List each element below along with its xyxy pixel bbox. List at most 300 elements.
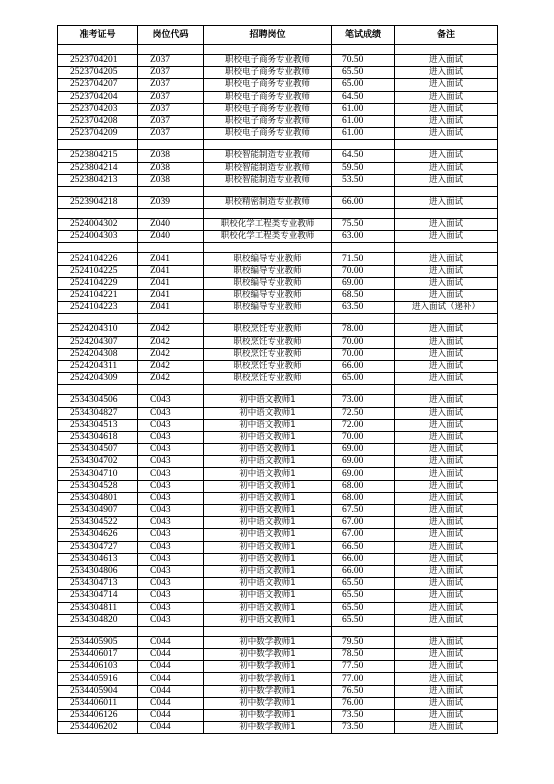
- score-cell: 61.00: [332, 128, 395, 140]
- position-cell: 初中数学教师1: [204, 661, 332, 673]
- remark-cell: 进入面试: [395, 103, 498, 115]
- empty-cell: [332, 314, 395, 324]
- score-cell: 68.50: [332, 290, 395, 302]
- empty-cell: [332, 209, 395, 219]
- exam-number-cell: 2523704207: [58, 79, 138, 91]
- table-row: [58, 590, 498, 602]
- exam-number-cell: 2534304507: [58, 444, 138, 456]
- position-code-cell: C043: [138, 614, 204, 626]
- position-code-cell: C043: [138, 480, 204, 492]
- empty-cell: [138, 385, 204, 395]
- table-row: [58, 636, 498, 648]
- score-cell: 73.00: [332, 395, 395, 407]
- remark-cell: 进入面试: [395, 565, 498, 577]
- exam-number-cell: 2534405916: [58, 673, 138, 685]
- position-code-cell: C043: [138, 541, 204, 553]
- score-cell: 66.00: [332, 565, 395, 577]
- exam-number-cell: 2534304710: [58, 468, 138, 480]
- exam-number-cell: 2524204308: [58, 348, 138, 360]
- exam-number-cell: 2523704201: [58, 55, 138, 67]
- empty-cell: [332, 626, 395, 636]
- empty-cell: [204, 626, 332, 636]
- score-cell: 63.50: [332, 302, 395, 314]
- table-row: [58, 614, 498, 626]
- remark-cell: 进入面试: [395, 419, 498, 431]
- table-row: [58, 231, 498, 243]
- score-cell: 70.00: [332, 336, 395, 348]
- position-cell: 职校烹饪专业教师: [204, 336, 332, 348]
- exam-number-cell: 2534304626: [58, 529, 138, 541]
- position-cell: 职校智能制造专业教师: [204, 162, 332, 174]
- score-cell: 70.00: [332, 431, 395, 443]
- position-code-cell: Z041: [138, 253, 204, 265]
- exam-number-cell: 2534406103: [58, 661, 138, 673]
- position-cell: 职校编导专业教师: [204, 253, 332, 265]
- table-row: [58, 373, 498, 385]
- empty-cell: [138, 45, 204, 55]
- table-row: [58, 174, 498, 186]
- exam-number-cell: 2534304713: [58, 578, 138, 590]
- remark-cell: 进入面试: [395, 196, 498, 208]
- remark-cell: 进入面试: [395, 55, 498, 67]
- header-row: [58, 26, 498, 45]
- table-row: [58, 541, 498, 553]
- empty-cell: [204, 243, 332, 253]
- empty-cell: [204, 209, 332, 219]
- position-cell: 职校烹饪专业教师: [204, 373, 332, 385]
- table-row: [58, 196, 498, 208]
- remark-cell: 进入面试: [395, 174, 498, 186]
- table-row: [58, 661, 498, 673]
- score-cell: 65.50: [332, 602, 395, 614]
- remark-cell: 进入面试: [395, 444, 498, 456]
- remark-cell: 进入面试: [395, 348, 498, 360]
- position-code-cell: Z041: [138, 302, 204, 314]
- position-cell: 职校编导专业教师: [204, 265, 332, 277]
- position-code-cell: Z037: [138, 91, 204, 103]
- remark-cell: 进入面试: [395, 219, 498, 231]
- position-cell: 职校编导专业教师: [204, 302, 332, 314]
- position-code-cell: Z037: [138, 128, 204, 140]
- exam-number-cell: 2534304618: [58, 431, 138, 443]
- score-cell: 73.50: [332, 722, 395, 734]
- exam-number-cell: 2524204309: [58, 373, 138, 385]
- remark-cell: 进入面试: [395, 697, 498, 709]
- remark-cell: 进入面试: [395, 407, 498, 419]
- position-cell: 初中语文教师1: [204, 565, 332, 577]
- position-code-cell: Z037: [138, 79, 204, 91]
- exam-number-cell: 2534406126: [58, 710, 138, 722]
- empty-cell: [58, 186, 138, 196]
- score-cell: 65.00: [332, 373, 395, 385]
- position-cell: 初中语文教师1: [204, 553, 332, 565]
- remark-cell: 进入面试: [395, 277, 498, 289]
- position-code-cell: Z037: [138, 103, 204, 115]
- group-separator-row: [58, 243, 498, 253]
- position-cell: 初中语文教师1: [204, 456, 332, 468]
- table-row: [58, 115, 498, 127]
- position-code-cell: Z042: [138, 348, 204, 360]
- position-code-cell: Z040: [138, 231, 204, 243]
- table-row: [58, 565, 498, 577]
- position-cell: 初中语文教师1: [204, 468, 332, 480]
- table-row: [58, 553, 498, 565]
- position-cell: 职校电子商务专业教师: [204, 79, 332, 91]
- table-row: [58, 290, 498, 302]
- score-cell: 70.00: [332, 348, 395, 360]
- empty-cell: [58, 45, 138, 55]
- exam-number-cell: 2534304827: [58, 407, 138, 419]
- position-code-cell: C043: [138, 395, 204, 407]
- empty-cell: [204, 186, 332, 196]
- empty-cell: [332, 45, 395, 55]
- remark-cell: 进入面试: [395, 395, 498, 407]
- empty-cell: [332, 385, 395, 395]
- position-cell: 初中语文教师1: [204, 602, 332, 614]
- group-separator-row: [58, 45, 498, 55]
- table-row: [58, 219, 498, 231]
- group-separator-row: [58, 186, 498, 196]
- remark-cell: 进入面试: [395, 456, 498, 468]
- empty-cell: [204, 45, 332, 55]
- position-code-cell: C043: [138, 602, 204, 614]
- position-code-cell: C043: [138, 578, 204, 590]
- position-code-cell: Z037: [138, 55, 204, 67]
- position-code-cell: Z041: [138, 290, 204, 302]
- position-cell: 初中语文教师1: [204, 395, 332, 407]
- score-cell: 64.50: [332, 150, 395, 162]
- position-code-cell: Z038: [138, 162, 204, 174]
- remark-cell: 进入面试: [395, 290, 498, 302]
- exam-number-cell: 2523704209: [58, 128, 138, 140]
- position-code-cell: Z040: [138, 219, 204, 231]
- position-cell: 职校烹饪专业教师: [204, 360, 332, 372]
- position-code-cell: Z042: [138, 324, 204, 336]
- position-code-cell: C043: [138, 419, 204, 431]
- score-cell: 71.50: [332, 253, 395, 265]
- position-code-cell: Z039: [138, 196, 204, 208]
- table-row: [58, 505, 498, 517]
- score-cell: 66.00: [332, 360, 395, 372]
- score-cell: 76.50: [332, 685, 395, 697]
- exam-number-cell: 2524104221: [58, 290, 138, 302]
- position-cell: 初中语文教师1: [204, 517, 332, 529]
- position-cell: 初中数学教师1: [204, 697, 332, 709]
- remark-cell: 进入面试: [395, 505, 498, 517]
- score-cell: 61.00: [332, 115, 395, 127]
- table-row: [58, 324, 498, 336]
- position-cell: 职校电子商务专业教师: [204, 128, 332, 140]
- score-cell: 63.00: [332, 231, 395, 243]
- table-row: [58, 150, 498, 162]
- position-cell: 职校电子商务专业教师: [204, 91, 332, 103]
- empty-cell: [58, 385, 138, 395]
- position-cell: 初中语文教师1: [204, 419, 332, 431]
- remark-cell: 进入面试: [395, 128, 498, 140]
- empty-cell: [138, 209, 204, 219]
- position-code-cell: C043: [138, 590, 204, 602]
- position-cell: 初中数学教师1: [204, 673, 332, 685]
- empty-cell: [138, 140, 204, 150]
- score-cell: 65.50: [332, 67, 395, 79]
- remark-cell: 进入面试: [395, 150, 498, 162]
- position-code-cell: C043: [138, 505, 204, 517]
- exam-number-cell: 2524104225: [58, 265, 138, 277]
- score-cell: 67.00: [332, 517, 395, 529]
- position-code-cell: Z038: [138, 174, 204, 186]
- exam-number-cell: 2534304811: [58, 602, 138, 614]
- exam-number-cell: 2534304506: [58, 395, 138, 407]
- score-cell: 65.50: [332, 578, 395, 590]
- score-cell: 66.00: [332, 196, 395, 208]
- exam-number-cell: 2524204311: [58, 360, 138, 372]
- empty-cell: [332, 186, 395, 196]
- position-cell: 职校编导专业教师: [204, 290, 332, 302]
- table-row: [58, 649, 498, 661]
- position-code-cell: C043: [138, 407, 204, 419]
- exam-number-cell: 2524204307: [58, 336, 138, 348]
- remark-cell: 进入面试: [395, 649, 498, 661]
- position-code-cell: C044: [138, 636, 204, 648]
- table-row: [58, 348, 498, 360]
- table-row: [58, 444, 498, 456]
- score-cell: 69.00: [332, 277, 395, 289]
- position-code-cell: C044: [138, 685, 204, 697]
- table-row: [58, 468, 498, 480]
- exam-number-cell: 2534304702: [58, 456, 138, 468]
- position-code-cell: C043: [138, 444, 204, 456]
- position-cell: 职校烹饪专业教师: [204, 348, 332, 360]
- score-cell: 69.00: [332, 444, 395, 456]
- table-row: [58, 419, 498, 431]
- remark-cell: 进入面试: [395, 578, 498, 590]
- position-cell: 职校化学工程类专业教师: [204, 219, 332, 231]
- score-cell: 68.00: [332, 480, 395, 492]
- position-code-cell: Z042: [138, 373, 204, 385]
- score-cell: 65.00: [332, 79, 395, 91]
- score-cell: 59.50: [332, 162, 395, 174]
- table-row: [58, 456, 498, 468]
- empty-cell: [138, 243, 204, 253]
- empty-cell: [204, 314, 332, 324]
- table-row: [58, 602, 498, 614]
- exam-number-cell: 2534304714: [58, 590, 138, 602]
- exam-number-cell: 2534304613: [58, 553, 138, 565]
- table-row: [58, 480, 498, 492]
- score-cell: 64.50: [332, 91, 395, 103]
- position-code-cell: C043: [138, 565, 204, 577]
- position-code-cell: C043: [138, 529, 204, 541]
- remark-cell: 进入面试: [395, 360, 498, 372]
- score-cell: 70.00: [332, 265, 395, 277]
- remark-cell: 进入面试: [395, 614, 498, 626]
- position-code-cell: Z042: [138, 336, 204, 348]
- table-row: [58, 685, 498, 697]
- remark-cell: 进入面试: [395, 685, 498, 697]
- exam-number-cell: 2534304513: [58, 419, 138, 431]
- score-cell: 72.00: [332, 419, 395, 431]
- exam-number-cell: 2534304522: [58, 517, 138, 529]
- score-cell: 78.50: [332, 649, 395, 661]
- empty-cell: [58, 314, 138, 324]
- position-cell: 初中语文教师1: [204, 480, 332, 492]
- empty-cell: [58, 626, 138, 636]
- exam-number-cell: 2534304806: [58, 565, 138, 577]
- position-code-cell: Z038: [138, 150, 204, 162]
- position-code-cell: C044: [138, 673, 204, 685]
- exam-number-cell: 2523704208: [58, 115, 138, 127]
- position-code-cell: C044: [138, 649, 204, 661]
- remark-cell: 进入面试: [395, 602, 498, 614]
- empty-cell: [395, 243, 498, 253]
- position-cell: 初中语文教师1: [204, 492, 332, 504]
- table-row: [58, 673, 498, 685]
- exam-number-cell: 2524004302: [58, 219, 138, 231]
- exam-number-cell: 2524104229: [58, 277, 138, 289]
- empty-cell: [332, 243, 395, 253]
- score-cell: 66.00: [332, 553, 395, 565]
- empty-cell: [332, 140, 395, 150]
- position-cell: 职校电子商务专业教师: [204, 115, 332, 127]
- remark-cell: 进入面试: [395, 553, 498, 565]
- score-cell: 61.00: [332, 103, 395, 115]
- score-cell: 69.00: [332, 468, 395, 480]
- table-row: [58, 431, 498, 443]
- table-row: [58, 265, 498, 277]
- position-code-cell: C043: [138, 553, 204, 565]
- table-row: [58, 79, 498, 91]
- position-cell: 职校电子商务专业教师: [204, 67, 332, 79]
- position-code-cell: Z042: [138, 360, 204, 372]
- header-position-code: 岗位代码: [138, 26, 204, 45]
- group-separator-row: [58, 209, 498, 219]
- exam-number-cell: 2524004303: [58, 231, 138, 243]
- position-code-cell: Z037: [138, 115, 204, 127]
- remark-cell: 进入面试: [395, 661, 498, 673]
- remark-cell: 进入面试: [395, 480, 498, 492]
- score-cell: 77.00: [332, 673, 395, 685]
- score-cell: 67.50: [332, 505, 395, 517]
- position-cell: 初中数学教师1: [204, 636, 332, 648]
- remark-cell: 进入面试: [395, 722, 498, 734]
- position-cell: 初中语文教师1: [204, 578, 332, 590]
- table-row: [58, 407, 498, 419]
- empty-cell: [138, 626, 204, 636]
- position-cell: 初中语文教师1: [204, 541, 332, 553]
- remark-cell: 进入面试: [395, 673, 498, 685]
- empty-cell: [395, 45, 498, 55]
- score-cell: 77.50: [332, 661, 395, 673]
- table-row: [58, 722, 498, 734]
- exam-number-cell: 2523804215: [58, 150, 138, 162]
- position-code-cell: C043: [138, 431, 204, 443]
- position-cell: 初中语文教师1: [204, 590, 332, 602]
- remark-cell: 进入面试: [395, 67, 498, 79]
- table-row: [58, 697, 498, 709]
- position-code-cell: Z037: [138, 67, 204, 79]
- position-cell: 职校化学工程类专业教师: [204, 231, 332, 243]
- position-code-cell: Z041: [138, 265, 204, 277]
- position-cell: 初中语文教师1: [204, 444, 332, 456]
- score-cell: 65.50: [332, 614, 395, 626]
- position-cell: 职校精密制造专业教师: [204, 196, 332, 208]
- header-remark: 备注: [395, 26, 498, 45]
- exam-number-cell: 2534304820: [58, 614, 138, 626]
- remark-cell: 进入面试: [395, 336, 498, 348]
- position-code-cell: C044: [138, 710, 204, 722]
- remark-cell: 进入面试: [395, 253, 498, 265]
- exam-number-cell: 2523704205: [58, 67, 138, 79]
- table-row: [58, 128, 498, 140]
- remark-cell: 进入面试: [395, 231, 498, 243]
- position-cell: 初中语文教师1: [204, 614, 332, 626]
- table-row: [58, 517, 498, 529]
- empty-cell: [395, 626, 498, 636]
- exam-number-cell: 2534405904: [58, 685, 138, 697]
- remark-cell: 进入面试: [395, 517, 498, 529]
- exam-number-cell: 2524104226: [58, 253, 138, 265]
- exam-number-cell: 2534406017: [58, 649, 138, 661]
- score-cell: 79.50: [332, 636, 395, 648]
- empty-cell: [138, 186, 204, 196]
- remark-cell: 进入面试: [395, 636, 498, 648]
- table-row: [58, 492, 498, 504]
- position-code-cell: Z041: [138, 277, 204, 289]
- table-row: [58, 91, 498, 103]
- table-body: [58, 45, 498, 734]
- header-position: 招聘岗位: [204, 26, 332, 45]
- empty-cell: [58, 140, 138, 150]
- position-cell: 职校电子商务专业教师: [204, 55, 332, 67]
- position-cell: 初中语文教师1: [204, 529, 332, 541]
- empty-cell: [204, 140, 332, 150]
- group-separator-row: [58, 314, 498, 324]
- exam-number-cell: 2523704204: [58, 91, 138, 103]
- score-cell: 78.00: [332, 324, 395, 336]
- exam-number-cell: 2534406011: [58, 697, 138, 709]
- exam-number-cell: 2534304801: [58, 492, 138, 504]
- exam-number-cell: 2534304528: [58, 480, 138, 492]
- table-row: [58, 360, 498, 372]
- exam-number-cell: 2524204310: [58, 324, 138, 336]
- empty-cell: [395, 314, 498, 324]
- remark-cell: 进入面试: [395, 91, 498, 103]
- position-cell: 职校烹饪专业教师: [204, 324, 332, 336]
- score-cell: 65.50: [332, 590, 395, 602]
- empty-cell: [395, 209, 498, 219]
- remark-cell: 进入面试: [395, 115, 498, 127]
- empty-cell: [204, 385, 332, 395]
- exam-number-cell: 2523704203: [58, 103, 138, 115]
- group-separator-row: [58, 140, 498, 150]
- position-cell: 职校智能制造专业教师: [204, 174, 332, 186]
- exam-number-cell: 2523804213: [58, 174, 138, 186]
- empty-cell: [395, 186, 498, 196]
- remark-cell: 进入面试: [395, 431, 498, 443]
- score-cell: 73.50: [332, 710, 395, 722]
- position-cell: 初中数学教师1: [204, 649, 332, 661]
- group-separator-row: [58, 385, 498, 395]
- position-cell: 初中语文教师1: [204, 505, 332, 517]
- empty-cell: [58, 209, 138, 219]
- remark-cell: 进入面试: [395, 162, 498, 174]
- table-row: [58, 67, 498, 79]
- group-separator-row: [58, 626, 498, 636]
- remark-cell: 进入面试: [395, 79, 498, 91]
- position-code-cell: C044: [138, 661, 204, 673]
- remark-cell: 进入面试: [395, 492, 498, 504]
- table-row: [58, 162, 498, 174]
